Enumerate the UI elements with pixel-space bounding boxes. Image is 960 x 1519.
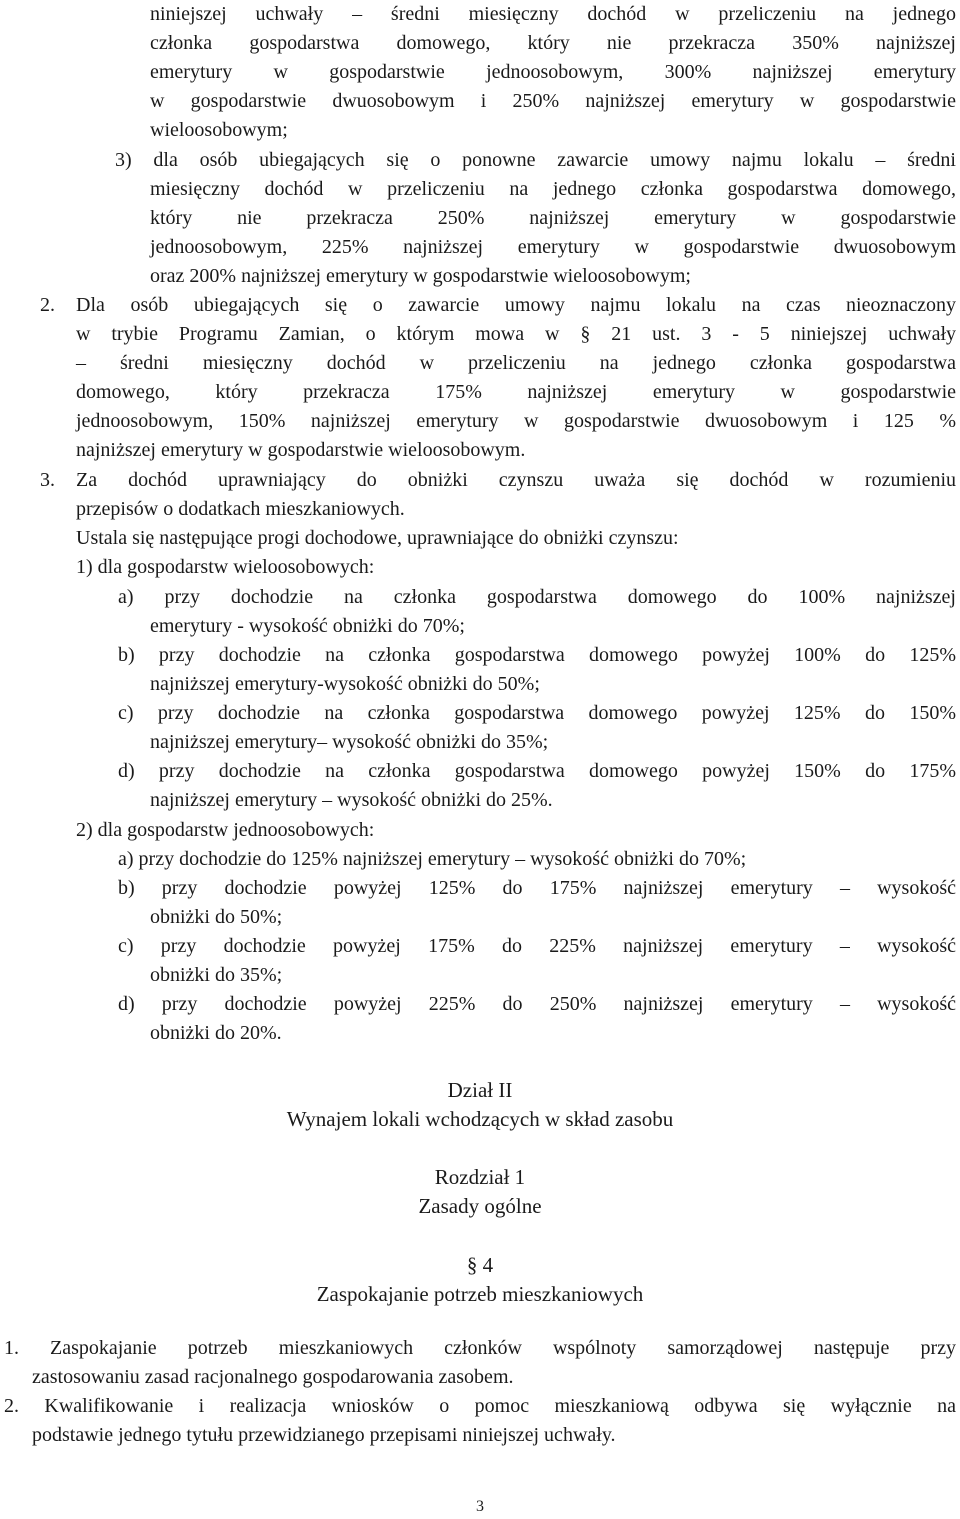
subitem-d: d) przy dochodzie powyżej 225% do 250% najniższej emerytury – wysokość: [118, 993, 956, 1015]
subitem-a: a) przy dochodzie do 125% najniższej emerytury – wysokość obniżki do 70%;: [118, 848, 747, 870]
paragraph-heading: § 4: [466, 1253, 494, 1277]
text-line: Za dochód uprawniający do obniżki czynszu uważa się dochód w rozumieniu: [76, 469, 956, 491]
subitem-a: a) przy dochodzie na członka gospodarstwa domowego do 100% najniższej: [118, 586, 956, 608]
text-line: najniższej emerytury – wysokość obniżki do 25%.: [150, 789, 553, 811]
text-line: emerytury w gospodarstwie jednoosobowym, 300% najniższej emerytury: [150, 61, 956, 83]
list-item-3: 3) dla osób ubiegających się o ponowne zawarcie umowy najmu lokalu – średni: [115, 149, 956, 171]
page-number: 3: [476, 1498, 484, 1515]
paragraph-number: 2.: [40, 294, 55, 316]
final-item-2: 2. Kwalifikowanie i realizacja wniosków o pomoc mieszkaniową odbywa się wyłącznie na: [4, 1395, 956, 1417]
text-line: przepisów o dodatkach mieszkaniowych.: [76, 498, 405, 520]
text-line: – średni miesięczny dochód w przeliczeniu na jednego członka gospodarstwa: [76, 352, 956, 374]
paragraph-number: 3.: [40, 469, 55, 491]
final-item-1: 1. Zaspokajanie potrzeb mieszkaniowych członków wspólnoty samorządowej następuje przy: [4, 1337, 956, 1359]
section-heading: Dział II: [447, 1078, 513, 1102]
subitem-c: c) przy dochodzie na członka gospodarstwa domowego powyżej 125% do 150%: [118, 702, 956, 724]
paragraph-title: Zaspokajanie potrzeb mieszkaniowych: [316, 1282, 644, 1306]
subitem-d: d) przy dochodzie na członka gospodarstwa domowego powyżej 150% do 175%: [118, 760, 956, 782]
text-line: miesięczny dochód w przeliczeniu na jednego członka gospodarstwa domowego,: [150, 178, 956, 200]
section-title: Wynajem lokali wchodzących w skład zasobu: [286, 1107, 674, 1131]
text-line: Ustala się następujące progi dochodowe, uprawniające do obniżki czynszu:: [76, 527, 679, 549]
text-line: podstawie jednego tytułu przewidzianego przepisami niniejszej uchwały.: [32, 1424, 616, 1446]
chapter-heading: Rozdział 1: [434, 1165, 526, 1189]
text-line: w gospodarstwie dwuosobowym i 250% najniższej emerytury w gospodarstwie: [150, 90, 956, 112]
text-line: członka gospodarstwa domowego, który nie przekracza 350% najniższej: [150, 32, 956, 54]
text-line: najniższej emerytury– wysokość obniżki do 35%;: [150, 731, 549, 753]
text-line: najniższej emerytury-wysokość obniżki do 50%;: [150, 673, 540, 695]
text-line: Dla osób ubiegających się o zawarcie umowy najmu lokalu na czas nieoznaczony: [76, 294, 956, 316]
text-line: jednoosobowym, 150% najniższej emerytury w gospodarstwie dwuosobowym i 125 %: [76, 410, 956, 432]
text-line: obniżki do 20%.: [150, 1022, 282, 1044]
list-item-2: 2) dla gospodarstw jednoosobowych:: [76, 819, 375, 841]
subitem-c: c) przy dochodzie powyżej 175% do 225% najniższej emerytury – wysokość: [118, 935, 956, 957]
text-line: domowego, który przekracza 175% najniższej emerytury w gospodarstwie: [76, 381, 956, 403]
text-line: obniżki do 50%;: [150, 906, 283, 928]
text-line: wieloosobowym;: [150, 119, 288, 141]
text-line: najniższej emerytury w gospodarstwie wieloosobowym.: [76, 439, 526, 461]
text-line: oraz 200% najniższej emerytury w gospodarstwie wieloosobowym;: [150, 265, 691, 287]
chapter-title: Zasady ogólne: [418, 1194, 542, 1218]
text-line: zastosowaniu zasad racjonalnego gospodarowania zasobem.: [32, 1366, 514, 1388]
text-line: który nie przekracza 250% najniższej emerytury w gospodarstwie: [150, 207, 956, 229]
list-item-1: 1) dla gospodarstw wieloosobowych:: [76, 556, 375, 578]
text-line: jednoosobowym, 225% najniższej emerytury w gospodarstwie dwuosobowym: [150, 236, 956, 258]
text-line: obniżki do 35%;: [150, 964, 283, 986]
text-line: niniejszej uchwały – średni miesięczny dochód w przeliczeniu na jednego: [150, 3, 956, 25]
subitem-b: b) przy dochodzie powyżej 125% do 175% najniższej emerytury – wysokość: [118, 877, 956, 899]
text-line: emerytury - wysokość obniżki do 70%;: [150, 615, 465, 637]
subitem-b: b) przy dochodzie na członka gospodarstwa domowego powyżej 100% do 125%: [118, 644, 956, 666]
text-line: w trybie Programu Zamian, o którym mowa w § 21 ust. 3 - 5 niniejszej uchwały: [76, 323, 956, 345]
